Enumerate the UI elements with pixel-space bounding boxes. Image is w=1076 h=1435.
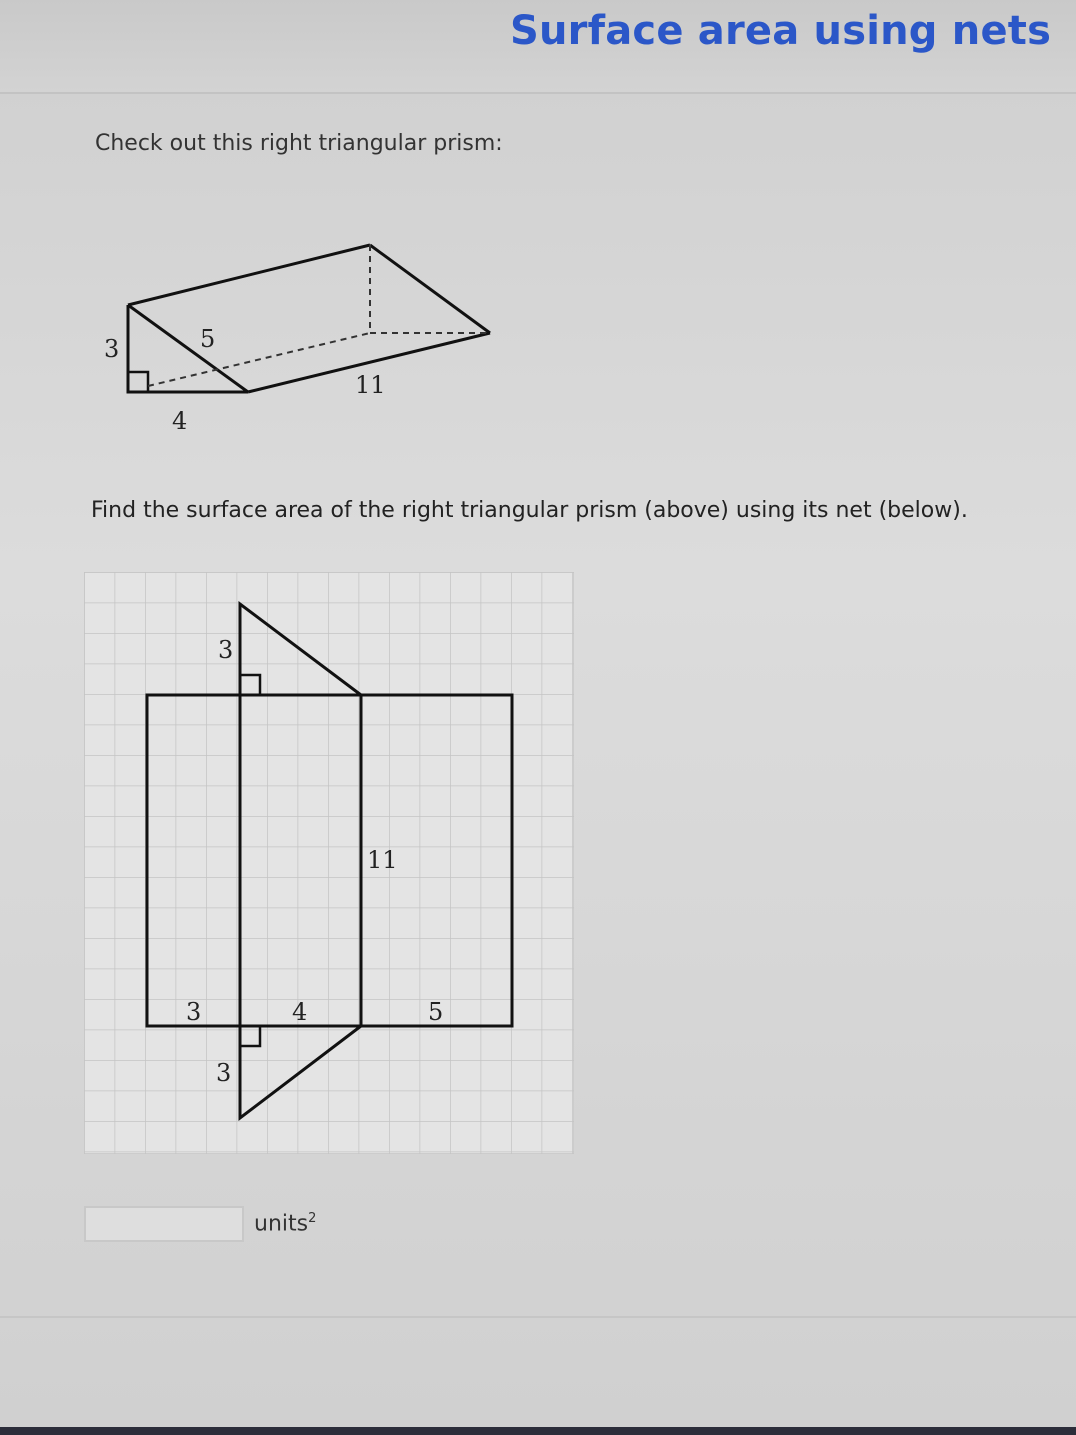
answer-input[interactable] bbox=[84, 1206, 244, 1242]
net-label-bottom-leg: 3 bbox=[216, 1059, 232, 1087]
net-label-bottom-1: 3 bbox=[186, 998, 202, 1026]
intro-text: Check out this right triangular prism: bbox=[95, 131, 503, 156]
units-exponent: 2 bbox=[308, 1211, 317, 1226]
prism-label-hypotenuse: 5 bbox=[200, 325, 216, 353]
prism-diagram bbox=[90, 230, 510, 440]
net-label-bottom-2: 4 bbox=[292, 998, 308, 1026]
net-diagram bbox=[84, 572, 574, 1154]
question-text: Find the surface area of the right triangular prism (above) using its net (below). bbox=[91, 498, 968, 523]
units-text: units bbox=[254, 1211, 309, 1237]
footer-divider bbox=[0, 1316, 1076, 1318]
net-label-top-leg: 3 bbox=[218, 636, 234, 664]
header-bar bbox=[0, 0, 1076, 94]
net-label-length: 11 bbox=[367, 846, 398, 874]
prism-label-leg-a: 3 bbox=[104, 335, 120, 363]
units-label bbox=[254, 1211, 316, 1236]
page-title: Surface area using nets bbox=[510, 8, 1052, 54]
net-label-bottom-3: 5 bbox=[428, 998, 444, 1026]
screen-bottom-edge bbox=[0, 1427, 1076, 1435]
prism-label-length: 11 bbox=[355, 371, 386, 399]
prism-label-leg-b: 4 bbox=[172, 407, 188, 435]
